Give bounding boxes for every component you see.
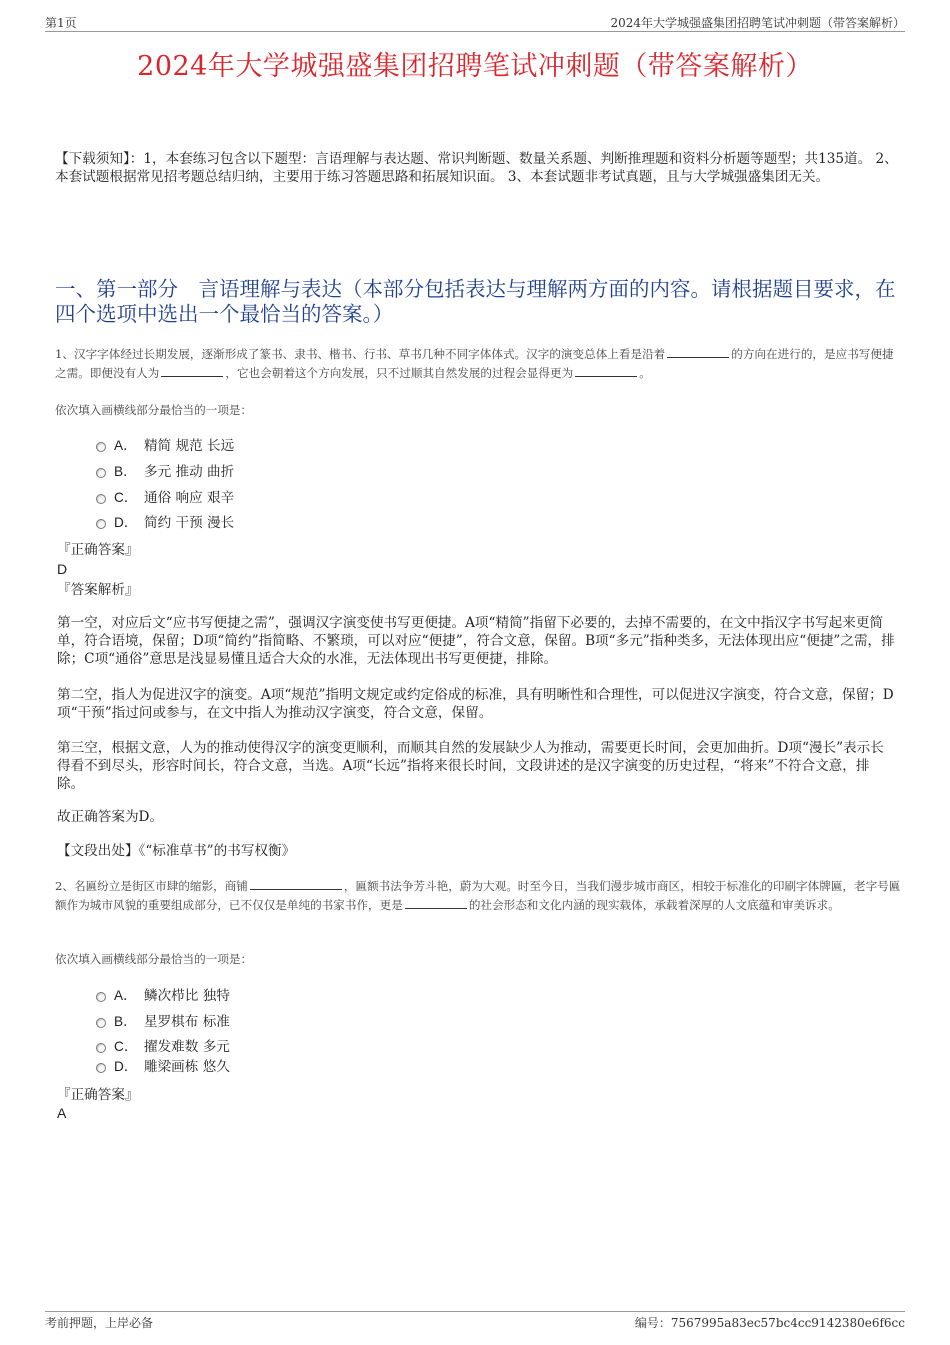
q1-option-c[interactable]: C． 通俗 响应 艰辛 [96, 489, 234, 507]
answer-blank [667, 345, 729, 358]
q2-option-c[interactable]: C． 擢发难数 多元 [96, 1038, 230, 1056]
question-1-stem: 1、汉字字体经过长期发展，逐渐形成了篆书、隶书、楷书、行书、草书几种不同字体体式。汉字的演变总体上看是沿着 的方向在进行的，是应书写便捷之需。即便没有人为 ，它也会朝着这个方向发展，只不过顺其自然发展的过程会显得更为 。 [55, 347, 894, 380]
radio-icon[interactable] [96, 519, 106, 529]
radio-icon[interactable] [96, 468, 106, 478]
answer-blank [161, 364, 223, 377]
q1-analysis-para-1: 第一空，对应后文“应书写便捷之需”，强调汉字演变使书写更便捷。A项“精简”指留下必要的，去掉不需要的，在文中指汉字书写起来更简单，符合语境，保留；D项“简约”指简略、不繁琐，可以对应“便捷”，符合文意，保留。B项“多元”指种类多，无法体现出应“便捷”之需，排除；C项“通俗”意思是浅显易懂且适合大众的水准，无法体现出书写更便捷，排除。 [57, 615, 895, 667]
q1-answer: D [57, 561, 68, 577]
answer-blank [405, 896, 467, 909]
radio-icon[interactable] [96, 1043, 106, 1053]
answer-blank [250, 877, 342, 890]
radio-icon[interactable] [96, 1063, 106, 1073]
download-notice: 【下载须知】：1，本套练习包含以下题型：言语理解与表达题、常识判断题、数量关系题、判断推理题和资料分析题等题型；共135道。 2、本套试题根据常见招考题总结归纳，主要用于练习答题思路和拓展知识面。 3、本套试题非考试真题，且与大学城强盛集团无关。 [55, 151, 898, 185]
q1-option-b[interactable]: B． 多元 推动 曲折 [96, 463, 234, 481]
q1-answer-label: 『正确答案』 [57, 542, 139, 558]
header-doc-title: 2024年大学城强盛集团招聘笔试冲刺题（带答案解析） [610, 16, 905, 30]
footer-divider [45, 1311, 905, 1312]
header-divider [45, 31, 905, 32]
question-2-stem: 2、名匾纷立是街区市肆的缩影，商铺 ，匾额书法争芳斗艳，蔚为大观。时至今日，当我们漫步城市商区，相较于标准化的印刷字体牌匾，老字号匾额作为城市风貌的重要组成部分，已不仅仅是单纯的书家书作，更是 的社会形态和文化内涵的现实载体，承载着深厚的人文底蕴和审美诉求。 [55, 879, 901, 912]
section-title: 一、第一部分 言语理解与表达（本部分包括表达与理解两方面的内容。请根据题目要求，在四个选项中选出一个最恰当的答案。） [55, 277, 896, 326]
q2-answer-label: 『正确答案』 [57, 1087, 139, 1103]
question-1-prompt: 依次填入画横线部分最恰当的一项是： [55, 403, 253, 417]
radio-icon[interactable] [96, 494, 106, 504]
answer-blank [575, 364, 637, 377]
q2-option-b[interactable]: B． 星罗棋布 标准 [96, 1013, 230, 1031]
q1-option-d[interactable]: D． 简约 干预 漫长 [96, 514, 234, 532]
q2-answer: A [57, 1105, 67, 1121]
radio-icon[interactable] [96, 992, 106, 1002]
q1-analysis-label: 『答案解析』 [57, 582, 139, 598]
q2-option-a[interactable]: A． 鳞次栉比 独特 [96, 987, 230, 1005]
footer-doc-id: 编号：7567995a83ec57bc4cc9142380e6f6cc [634, 1316, 905, 1330]
radio-icon[interactable] [96, 1018, 106, 1028]
q1-analysis-para-2: 第二空，指人为促进汉字的演变。A项“规范”指明文规定或约定俗成的标准，具有明晰性和合理性，可以促进汉字演变，符合文意，保留；D项“干预”指过问或参与，在文中指人为推动汉字演变，符合文意，保留。 [57, 687, 894, 721]
page-title: 2024年大学城强盛集团招聘笔试冲刺题（带答案解析） [137, 51, 813, 82]
q1-source: 【文段出处】《“标准草书”的书写权衡》 [57, 843, 296, 859]
q2-option-d[interactable]: D． 雕梁画栋 悠久 [96, 1058, 230, 1076]
question-2-prompt: 依次填入画横线部分最恰当的一项是： [55, 952, 253, 966]
q1-analysis-para-3: 第三空，根据文意，人为的推动使得汉字的演变更顺利，而顺其自然的发展缺少人为推动，需要更长时间，会更加曲折。D项“漫长”表示长得看不到尽头，形容时间长，符合文意，当选。A项“长远”指将来很长时间，文段讲述的是汉字演变的历史过程，“将来”不符合文意，排除。 [57, 740, 884, 792]
radio-icon[interactable] [96, 442, 106, 452]
header-page-number: 第1页 [45, 16, 77, 30]
q1-option-a[interactable]: A． 精简 规范 长远 [96, 437, 234, 455]
q1-conclusion: 故正确答案为D。 [57, 809, 164, 825]
footer-slogan: 考前押题，上岸必备 [45, 1316, 154, 1330]
